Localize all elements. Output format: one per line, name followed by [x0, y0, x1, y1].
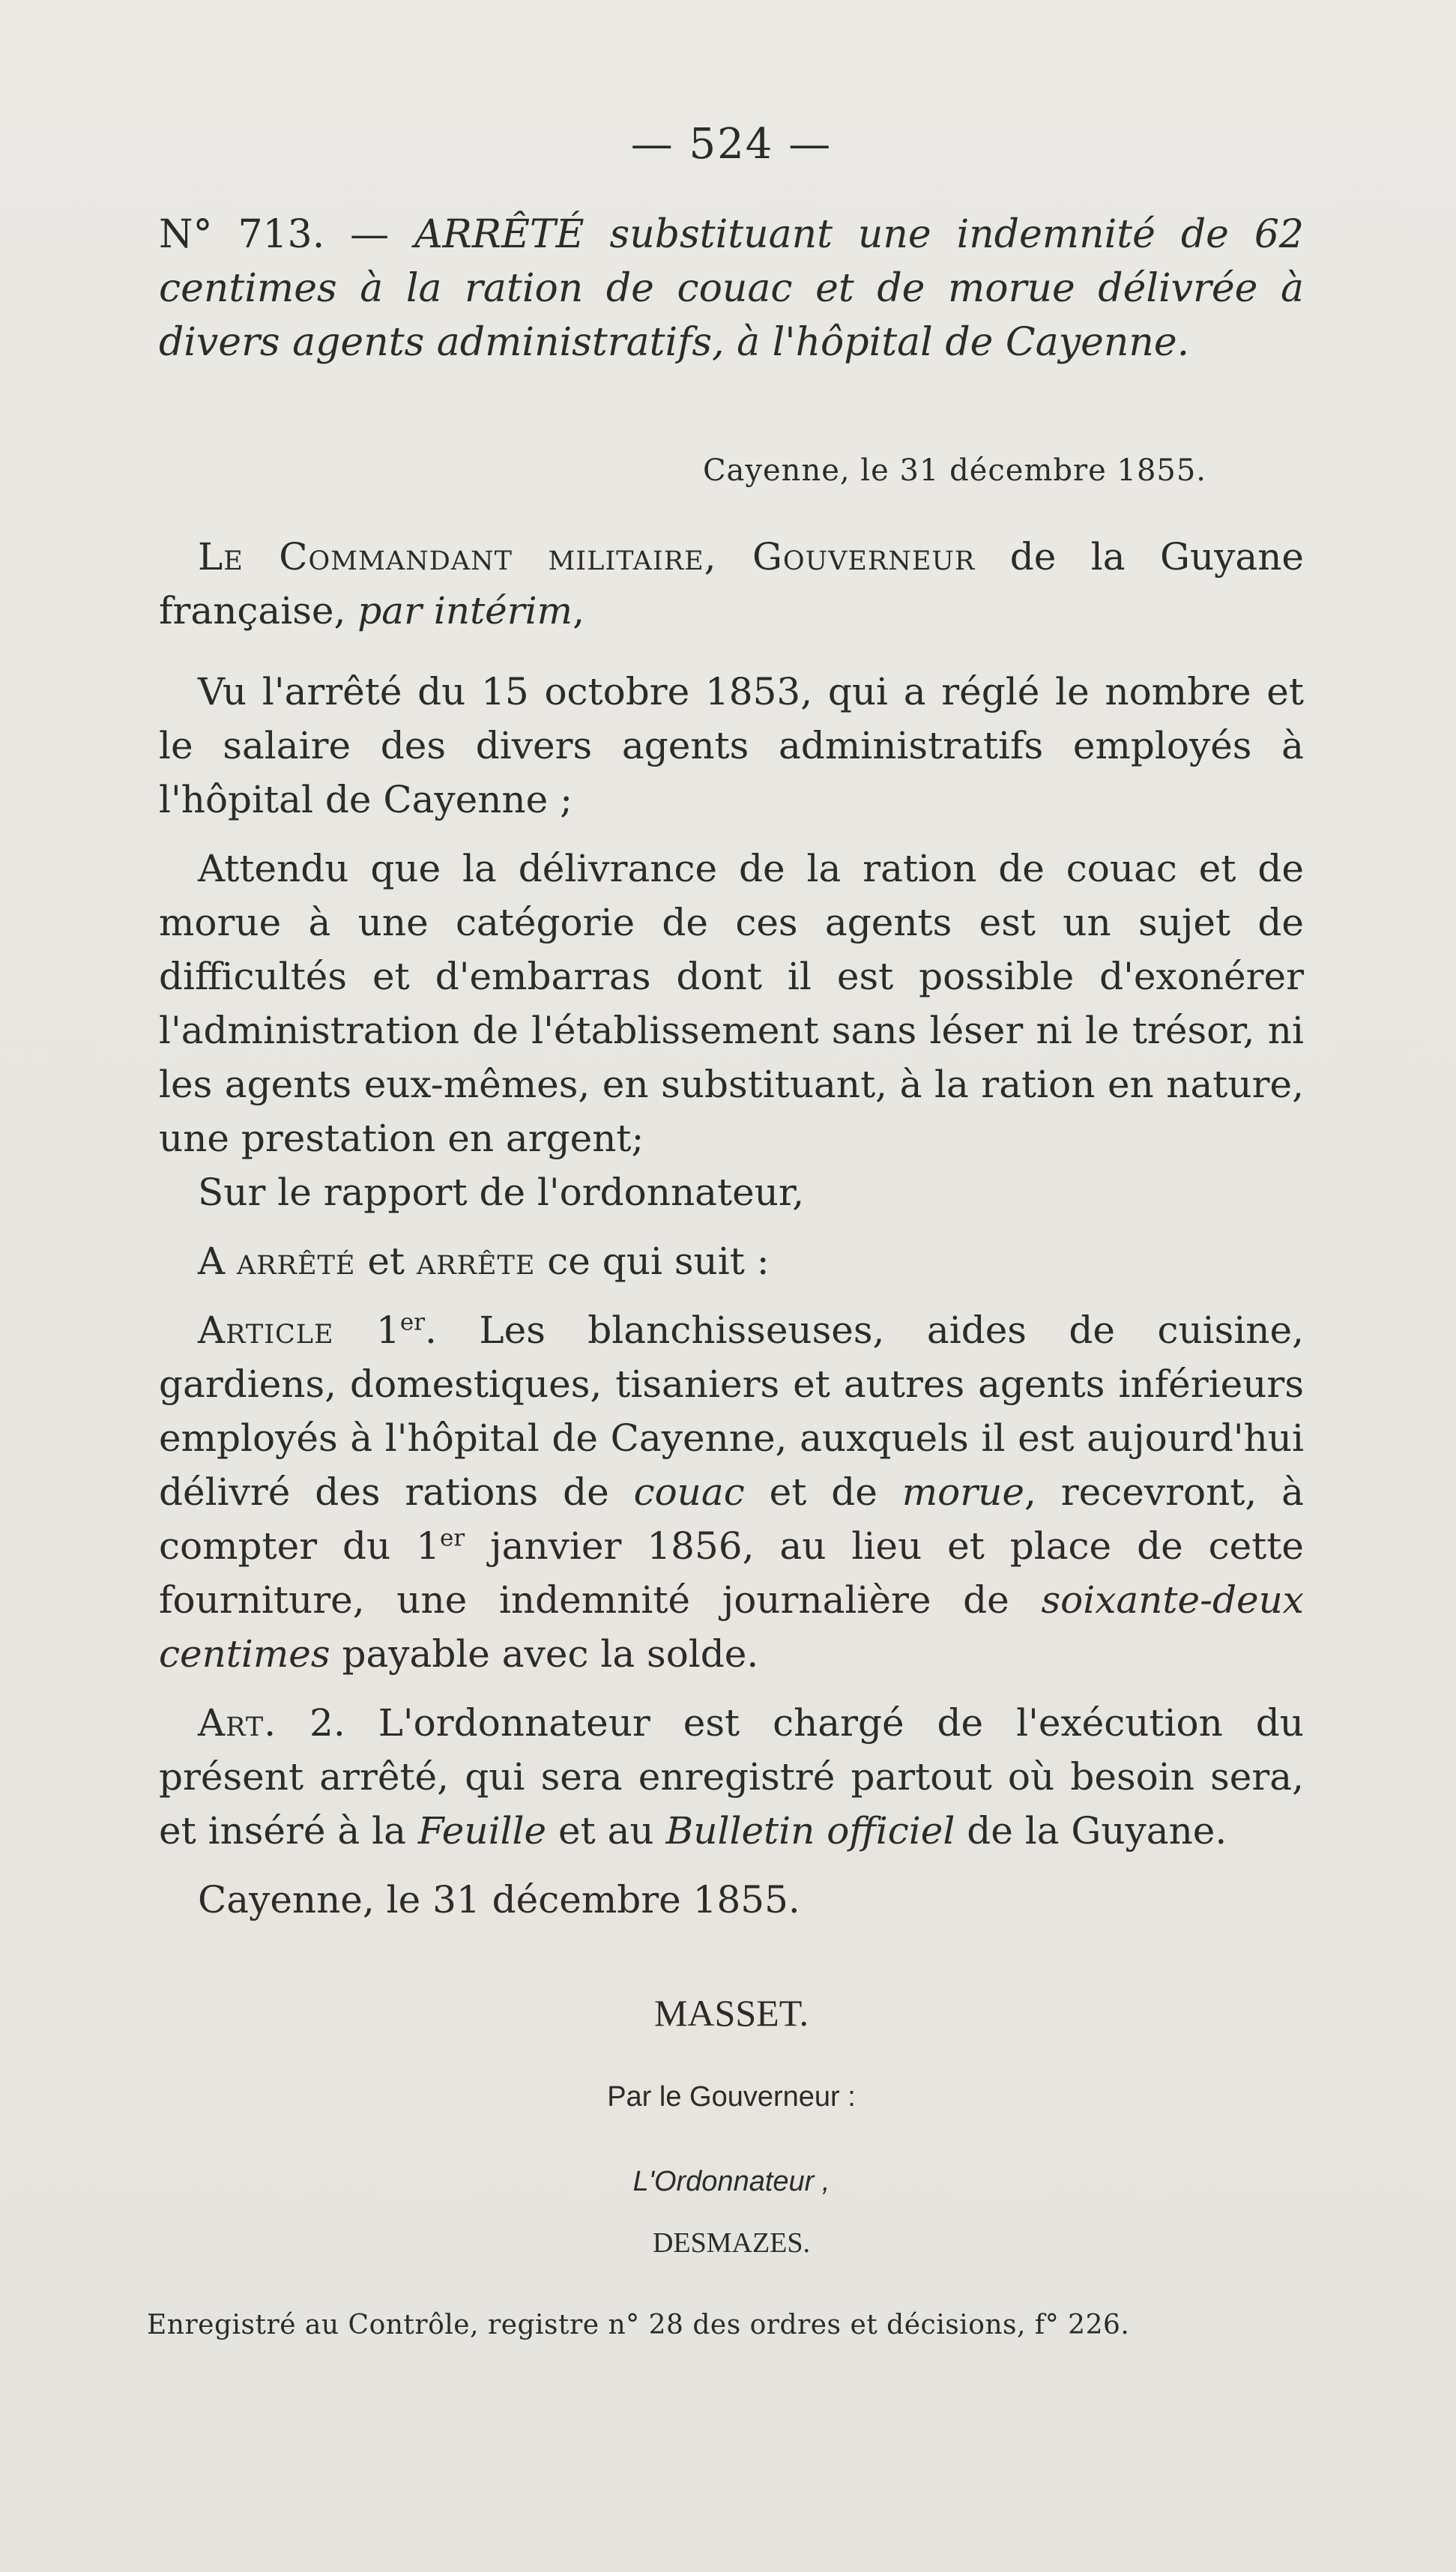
article-1-couac: couac [633, 1470, 745, 1514]
decree-title-caps: ARRÊTÉ [414, 212, 584, 257]
formula-arrete-2: arrête [416, 1240, 536, 1283]
closing-date: Cayenne, le 31 décembre 1855. [198, 1878, 800, 1922]
article-2-bulletin: Bulletin officiel [665, 1809, 955, 1853]
article-2-text: de la Guyane. [955, 1809, 1227, 1853]
preamble [159, 530, 1304, 638]
article-1-sup: er [399, 1308, 426, 1336]
article-2-label: Art. [198, 1701, 277, 1745]
formula-a: A [198, 1240, 238, 1283]
article-1-label: Article [198, 1308, 334, 1352]
preamble-title: Le Commandant militaire, Gouverneur [198, 535, 976, 579]
considerant-paragraph: Sur le rapport de l'ordonnateur, [198, 1171, 805, 1214]
article-1-text: payable avec la solde. [330, 1632, 759, 1676]
signature-by: Par le Gouverneur : [607, 2081, 856, 2113]
page-content [147, 120, 1304, 2343]
decree-heading [159, 208, 1304, 369]
article-1 [159, 1303, 1304, 1681]
article-1-morue: morue [901, 1470, 1024, 1514]
article-2-feuille: Feuille [417, 1809, 547, 1853]
considerant-paragraph: Attendu que la délivrance de la ration de couac et de morue à une catégorie de ces agents est un sujet de difficultés et d'embarras dont il est possible d'exonérer l'administration de l'établissement sans léser ni le trésor, ni les agents eux-mêmes, en substituant, à la ration en nature, une prestation en argent; [159, 847, 1304, 1160]
article-1-text: et de [744, 1470, 902, 1514]
article-2 [159, 1696, 1304, 1858]
page-number: — 524 — [630, 120, 833, 169]
article-2-text: 2. L'ordonnateur est chargé de l'exécution du présent arrêté, qui sera enregistré partout où besoin sera, et inséré à la [159, 1701, 1304, 1853]
preamble-end: , [573, 589, 584, 633]
signature-name: MASSET. [653, 1992, 809, 2034]
formula-end: ce qui suit : [535, 1240, 770, 1283]
article-1-text: janvier 1856, au lieu et place de cette fourniture, une indemnité journalière de [159, 1524, 1304, 1622]
formula-et: et [355, 1240, 417, 1283]
formula-arrete-1: arrêté [237, 1240, 356, 1283]
article-1-text: . Les blanchisseuses, aides de cuisine, gardiens, domestiques, tisaniers et autres agents inférieurs employés à l'hôpital de Cayenne, auxquels il est aujourd'hui délivré des rations de [159, 1308, 1304, 1514]
signature-name-2: DESMAZES. [652, 2227, 811, 2259]
article-2-text: et au [546, 1809, 666, 1853]
article-1-number: 1 [333, 1308, 400, 1352]
decree-title: substituant une indemnité de 62 centimes à la ration de couac et de morue délivrée à divers agents administratifs, à l'hôpital de Cayenne. [159, 212, 1304, 365]
registry-note: Enregistré au Contrôle, registre n° 28 des ordres et décisions, f° 226. [147, 2310, 1130, 2340]
signature-role: L'Ordonnateur , [632, 2166, 830, 2197]
preamble-interim: par intérim [357, 589, 573, 633]
decree-number: N° 713. — [159, 212, 415, 257]
preamble-rest: de la Guyane française, [159, 535, 1304, 633]
dateline: Cayenne, le 31 décembre 1855. [702, 453, 1206, 488]
article-1-amount: soixante-deux centimes [159, 1578, 1304, 1676]
article-1-text: , recevront, à compter du 1 [159, 1470, 1304, 1568]
enacting-formula [159, 1234, 1304, 1288]
article-1-sup-2: er [440, 1524, 465, 1552]
considerant-paragraph: Vu l'arrêté du 15 octobre 1853, qui a réglé le nombre et le salaire des divers agents administratifs employés à l'hôpital de Cayenne ; [159, 670, 1304, 821]
